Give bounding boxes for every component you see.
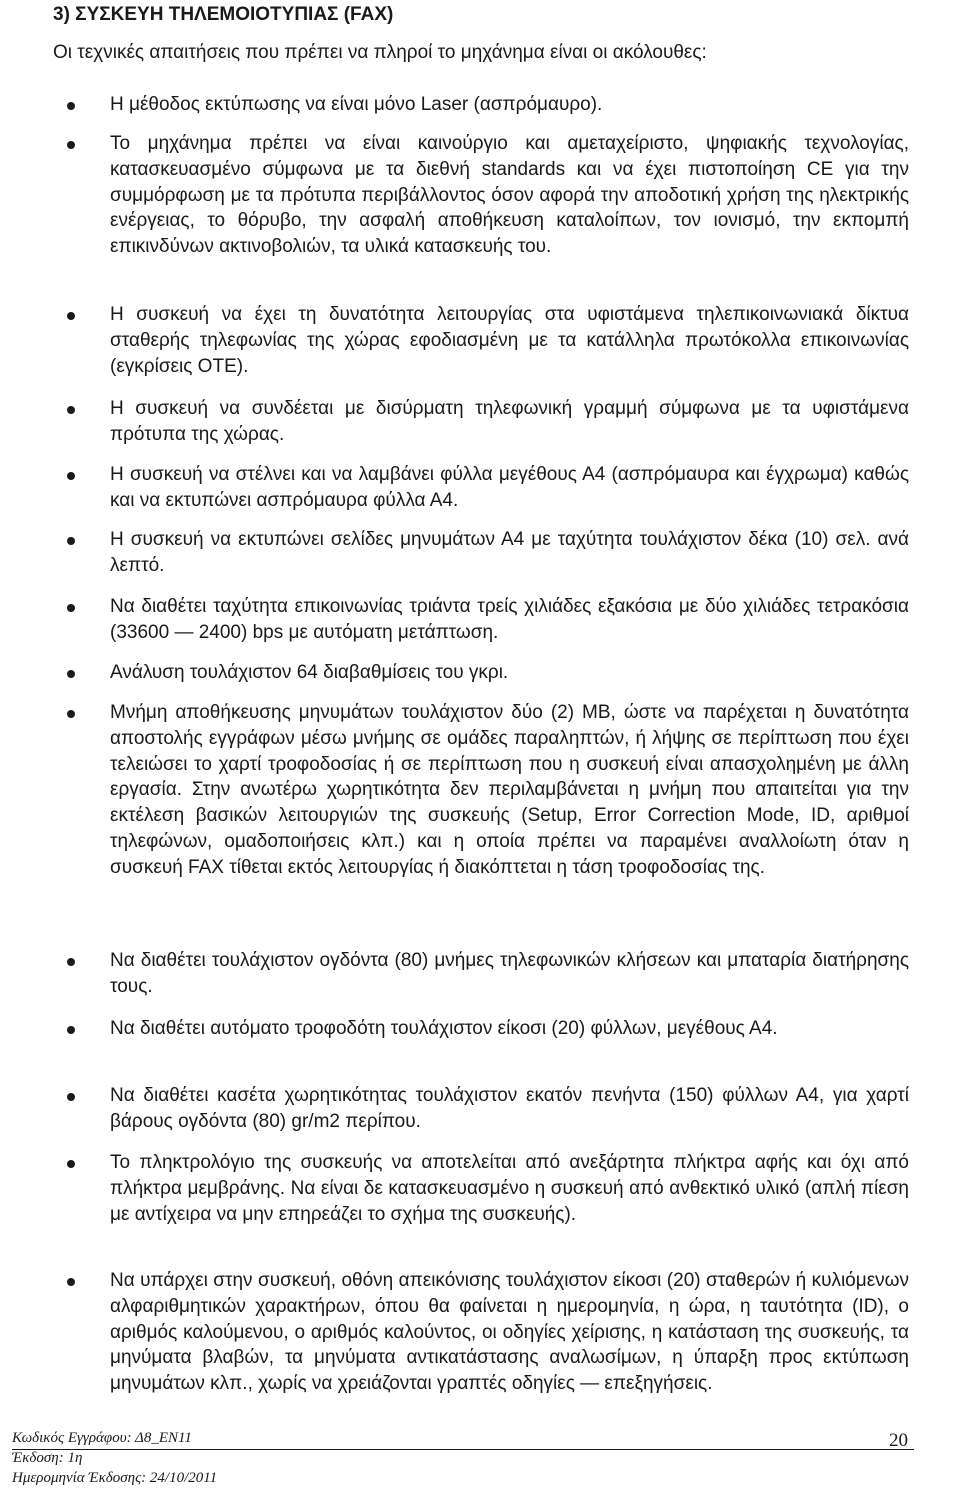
bullet-icon [67,102,75,110]
bullet-icon [67,1278,75,1286]
edition-date: Ημερομηνία Έκδοσης: 24/10/2011 [12,1470,218,1486]
bullet-icon [67,1160,75,1168]
list-item-text: Η μέθοδος εκτύπωσης να είναι μόνο Laser (ασπρόμαυρο). [110,94,603,115]
page-number: 20 [889,1430,908,1451]
bullet-icon [67,141,75,149]
bullet-icon [67,604,75,612]
edition-label: Έκδοση: 1η [12,1450,83,1466]
bullet-icon [67,472,75,480]
bullet-icon [67,1093,75,1101]
bullet-icon [67,958,75,966]
list-item-text: Να διαθέτει κασέτα χωρητικότητας τουλάχιστον εκατόν πενήντα (150) φύλλων Α4, για χαρτί βάρους ογδόντα (80) gr/m2 περίπου. [110,1085,909,1132]
list-item-text: Ανάλυση τουλάχιστον 64 διαβαθμίσεις του γκρι. [110,662,509,683]
list-item-text: Το πληκτρολόγιο της συσκευής να αποτελείται από ανεξάρτητα πλήκτρα αφής και όχι από πλήκτρα μεμβράνης. Να είναι δε κατασκευασμένο η συσκευή από ανθεκτικό υλικό (απλή πίεση με αντίχειρα να μην επηρεάζει το σχήμα της συσκευής). [110,1152,909,1225]
list-item-text: Να υπάρχει στην συσκευή, οθόνη απεικόνισης τουλάχιστον είκοσι (20) σταθερών ή κυλιόμενων αλφαριθμητικών χαρακτήρων, όπου θα φαίνεται η ημερομηνία, η ώρα, η ταυτότητα (ID), ο αριθμός καλούμενου, ο αριθμός καλούντος, οι οδηγίες χείρισης, η κατάσταση της συσκευής, τα μηνύματα βλαβών, τα μηνύματα αντικατάστασης αναλωσίμων, η ύπαρξη προς εκτύπωση μηνυμάτων κλπ., χωρίς να χρειάζονται γραπτές οδηγίες — επεξηγήσεις. [110,1270,909,1395]
list-item-text: Η συσκευή να έχει τη δυνατότητα λειτουργίας στα υφιστάμενα τηλεπικοινωνιακά δίκτυα σταθερής τηλεφωνίας της χώρας εφοδιασμένη με τα κατάλληλα πρωτόκολλα επικοινωνίας (εγκρίσεις ΟΤΕ). [110,304,909,377]
list-item-text: Η συσκευή να συνδέεται με δισύρματη τηλεφωνική γραμμή σύμφωνα με τα υφιστάμενα πρότυπα της χώρας. [110,398,909,445]
list-item-text: Μνήμη αποθήκευσης μηνυμάτων τουλάχιστον δύο (2) ΜΒ, ώστε να παρέχεται η δυνατότητα αποστολής εγγράφων μέσω μνήμης σε ομάδες παραληπτών, ή λήψης σε περίπτωση που έχει τελειώσει το χαρτί τροφοδοσίας ή σε περίπτωση που η συσκευή είναι απασχολημένη με άλλη εργασία. Στην ανωτέρω χωρητικότητα δεν περιλαμβάνεται η μνήμη που απαιτείται για την εκτέλεση βασικών λειτουργιών της συσκευής (Setup, Error Correction Mode, ID, αριθμοί τηλεφώνων, ομαδοποιήσεις κλπ.) και η οποία πρέπει να παραμένει αναλλοίωτη όταν η συσκευή FAX τίθεται εκτός λειτουργίας ή διακόπτεται η τάση τροφοδοσίας της. [110,702,909,878]
bullet-icon [67,537,75,545]
bullet-icon [67,710,75,718]
document-code: Κωδικός Εγγράφου: Δ8_ΕΝ11 [12,1430,192,1446]
list-item-text: Να διαθέτει αυτόματο τροφοδότη τουλάχιστον είκοσι (20) φύλλων, μεγέθους Α4. [110,1018,778,1039]
list-item-text: Το μηχάνημα πρέπει να είναι καινούργιο και αμεταχείριστο, ψηφιακής τεχνολογίας, κατασκευασμένο σύμφωνα με τα διεθνή standards και να έχει πιστοποίηση CE για την συμμόρφωση με τα πρότυπα περιβάλλοντος όσον αφορά την αποδοτική χρήση της ηλεκτρικής ενέργειας, το θόρυβο, την ασφαλή αποθήκευση καταλοίπων, τον ιονισμό, την εκπομπή επικινδύνων ακτινοβολιών, τα υλικά κατασκευής του. [110,133,909,258]
bullet-icon [67,1026,75,1034]
footer-divider [12,1449,914,1450]
bullet-icon [67,312,75,320]
bullet-icon [67,670,75,678]
section-heading: 3) ΣΥΣΚΕΥΗ ΤΗΛΕΜΟΙΟΤΥΠΙΑΣ (FAX) [53,4,394,25]
page-footer [12,1428,217,1488]
list-item-text: Η συσκευή να στέλνει και να λαμβάνει φύλλα μεγέθους Α4 (ασπρόμαυρα και έγχρωμα) καθώς και να εκτυπώνει ασπρόμαυρα φύλλα Α4. [110,464,909,511]
bullet-icon [67,406,75,414]
list-item-text: Η συσκευή να εκτυπώνει σελίδες μηνυμάτων Α4 με ταχύτητα τουλάχιστον δέκα (10) σελ. ανά λεπτό. [110,529,909,576]
section-intro: Οι τεχνικές απαιτήσεις που πρέπει να πληροί το μηχάνημα είναι οι ακόλουθες: [53,42,707,63]
list-item-text: Να διαθέτει τουλάχιστον ογδόντα (80) μνήμες τηλεφωνικών κλήσεων και μπαταρία διατήρησης τους. [110,950,909,997]
list-item-text: Να διαθέτει ταχύτητα επικοινωνίας τριάντα τρείς χιλιάδες εξακόσια με δύο χιλιάδες τετρακόσια (33600 — 2400) bps με αυτόματη μετάπτωση. [110,596,909,643]
